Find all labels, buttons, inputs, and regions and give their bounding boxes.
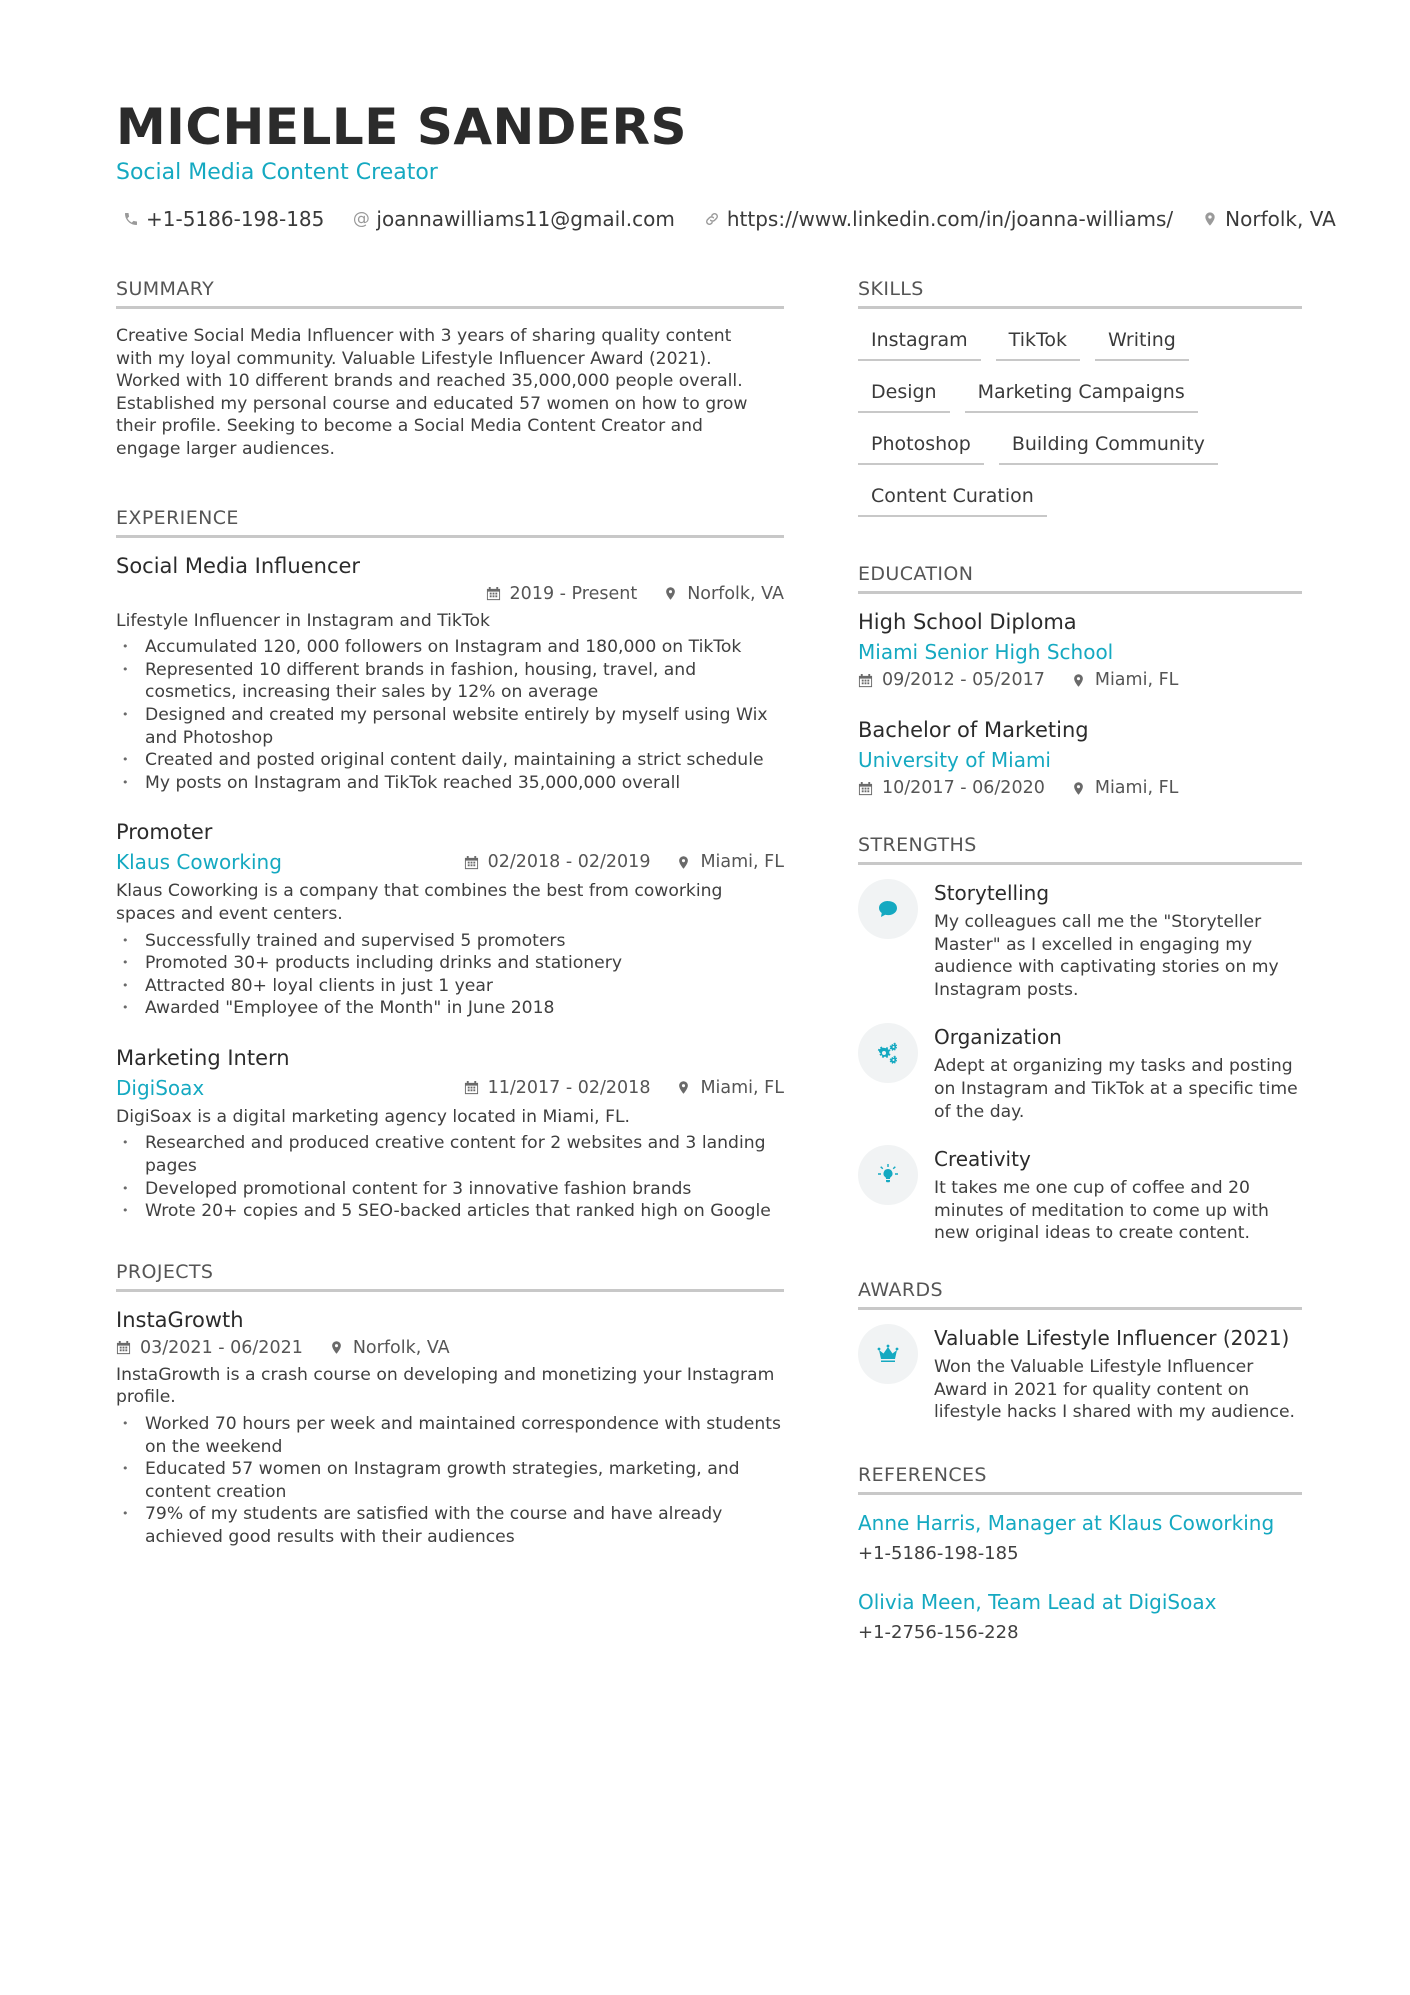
bullet-item: • Accumulated 120, 000 followers on Instagram and 180,000 on TikTok (116, 636, 784, 659)
experience-title: Marketing Intern (116, 1045, 290, 1070)
experience-dates-text: 2019 - Present (509, 583, 638, 604)
contact-linkedin-text[interactable]: https://www.linkedin.com/in/joanna-williams/ (726, 207, 1174, 231)
education-location-text: Miami, FL (1094, 670, 1179, 690)
contact-email[interactable] (352, 207, 674, 231)
map-pin-icon (676, 855, 691, 870)
right-column (858, 278, 1302, 1669)
experience-entry (116, 554, 784, 795)
education-heading: EDUCATION (858, 563, 1302, 594)
skills-section (858, 278, 1302, 533)
award-text: Won the Valuable Lifestyle Influencer Award in 2021 for quality content on lifestyle hacks I shared with my audience. (934, 1356, 1296, 1423)
references-section (858, 1464, 1302, 1643)
education-dates (858, 778, 1045, 798)
strength-item (858, 1025, 1302, 1123)
experience-dates-text: 11/2017 - 02/2018 (487, 1077, 651, 1098)
project-bullets (116, 1413, 784, 1549)
project-description: InstaGrowth is a crash course on developing and monetizing your Instagram profile. (116, 1364, 775, 1408)
strengths-heading: STRENGTHS (858, 834, 1302, 865)
link-icon (703, 210, 721, 228)
experience-location-text: Miami, FL (700, 852, 784, 873)
education-degree: High School Diploma (858, 610, 1077, 634)
education-dates (858, 670, 1045, 690)
left-column (116, 278, 784, 1571)
education-section (858, 563, 1302, 798)
bullet-item: • 79% of my students are satisfied with the course and have already achieved good results with their audiences (116, 1503, 784, 1548)
experience-location (663, 584, 784, 604)
map-pin-icon (329, 1340, 344, 1355)
phone-icon (122, 210, 140, 228)
experience-section (116, 507, 784, 1223)
project-location (329, 1338, 450, 1358)
experience-heading: EXPERIENCE (116, 507, 784, 538)
references-heading: REFERENCES (858, 1464, 1302, 1495)
project-meta-row (116, 1338, 784, 1358)
education-school: Miami Senior High School (858, 640, 1114, 664)
experience-company: Klaus Coworking (116, 850, 282, 875)
contact-phone (122, 207, 324, 231)
skill-tag: Writing (1095, 325, 1189, 361)
experience-location (676, 1078, 784, 1098)
strength-text: It takes me one cup of coffee and 20 minutes of meditation to come up with new original ideas to create content. (934, 1178, 1269, 1244)
speech-bubble-icon (858, 879, 918, 939)
experience-bullets (116, 1132, 784, 1222)
award-item (858, 1326, 1302, 1424)
reference-item (858, 1511, 1302, 1564)
education-dates-text: 09/2012 - 05/2017 (882, 670, 1045, 690)
map-pin-icon (1071, 673, 1086, 688)
strength-item (858, 1147, 1302, 1245)
gears-icon (858, 1023, 918, 1083)
experience-meta (464, 852, 784, 872)
calendar-icon (116, 1340, 131, 1355)
skill-tag: Building Community (999, 429, 1218, 465)
strength-title: Creativity (934, 1147, 1031, 1172)
bullet-item: • Worked 70 hours per week and maintained correspondence with students on the weekend (116, 1413, 784, 1458)
bullet-item: • Designed and created my personal website entirely by myself using Wix and Photoshop (116, 704, 784, 749)
project-meta (116, 1338, 450, 1358)
awards-section (858, 1279, 1302, 1424)
summary-text: Creative Social Media Influencer with 3 years of sharing quality content with my loyal community. Valuable Lifestyle Influencer Award (2021). Worked with 10 different brands and reached 35,000,000 people overall. Established my personal course and educated 57 women on how to grow their profile. Seeking to become a Social Media Content Creator and engage larger audiences. (116, 326, 748, 459)
experience-meta (464, 1078, 784, 1098)
bullet-item: • Successfully trained and supervised 5 promoters (116, 930, 784, 953)
project-title: InstaGrowth (116, 1307, 244, 1332)
skill-tag: Photoshop (858, 429, 984, 465)
strength-text: My colleagues call me the "Storyteller Master" as I excelled in engaging my audience with captivating stories on my Instagram posts. (934, 912, 1279, 1000)
candidate-name: MICHELLE SANDERS (116, 98, 688, 156)
contact-phone-text: +1-5186-198-185 (146, 207, 325, 231)
experience-bullets (116, 930, 784, 1020)
bullet-item: • Attracted 80+ loyal clients in just 1 year (116, 975, 784, 998)
skill-tag: Design (858, 377, 950, 413)
experience-title: Promoter (116, 820, 213, 845)
experience-bullets (116, 636, 784, 794)
experience-dates (464, 852, 651, 872)
bullet-item: • Researched and produced creative content for 2 websites and 3 landing pages (116, 1132, 784, 1177)
reference-phone: +1-2756-156-228 (858, 1621, 1019, 1643)
education-entry (858, 610, 1302, 690)
strength-item (858, 881, 1302, 1001)
skills-list (858, 325, 1302, 533)
contact-location-text: Norfolk, VA (1225, 207, 1336, 231)
map-pin-icon (663, 586, 678, 601)
education-school: University of Miami (858, 748, 1051, 772)
skill-tag: Instagram (858, 325, 981, 361)
education-meta (858, 670, 1302, 690)
education-location (1071, 778, 1179, 798)
education-entry (858, 718, 1302, 798)
education-location (1071, 670, 1179, 690)
map-pin-icon (676, 1080, 691, 1095)
experience-meta (486, 584, 784, 604)
experience-dates (464, 1078, 651, 1098)
calendar-icon (858, 673, 873, 688)
reference-phone: +1-5186-198-185 (858, 1542, 1019, 1564)
experience-entry (116, 1046, 784, 1223)
strength-title: Storytelling (934, 881, 1050, 905)
bullet-item: • Created and posted original content daily, maintaining a strict schedule (116, 749, 784, 772)
experience-location-text: Miami, FL (700, 1077, 784, 1098)
crown-icon (858, 1324, 918, 1384)
map-pin-icon (1071, 781, 1086, 796)
summary-section (116, 278, 784, 461)
award-title: Valuable Lifestyle Influencer (2021) (934, 1325, 1290, 1350)
contact-location (1201, 207, 1336, 231)
calendar-icon (464, 1080, 479, 1095)
calendar-icon (464, 855, 479, 870)
projects-heading: PROJECTS (116, 1261, 784, 1292)
contact-email-text[interactable]: joannawilliams11@gmail.com (376, 207, 675, 231)
experience-dates (486, 584, 638, 604)
skill-tag: Content Curation (858, 481, 1047, 517)
reference-item (858, 1590, 1302, 1643)
strength-text: Adept at organizing my tasks and posting on Instagram and TikTok at a specific time of the day. (934, 1056, 1298, 1122)
experience-location (676, 852, 784, 872)
education-location-text: Miami, FL (1094, 778, 1179, 798)
experience-dates-text: 02/2018 - 02/2019 (487, 852, 651, 873)
education-meta (858, 778, 1302, 798)
bullet-item: • Developed promotional content for 3 innovative fashion brands (116, 1178, 784, 1201)
bullet-item: • Represented 10 different brands in fashion, housing, travel, and cosmetics, increasing their sales by 12% on average (116, 659, 784, 704)
project-dates (116, 1338, 303, 1358)
strengths-section (858, 834, 1302, 1245)
bullet-item: • Awarded "Employee of the Month" in June 2018 (116, 997, 784, 1020)
skill-tag: Marketing Campaigns (965, 377, 1198, 413)
bullet-item: • Educated 57 women on Instagram growth strategies, marketing, and content creation (116, 1458, 784, 1503)
experience-meta-row (116, 1076, 784, 1100)
experience-description: Lifestyle Influencer in Instagram and TikTok (116, 610, 490, 631)
experience-description: Klaus Coworking is a company that combines the best from coworking spaces and event centers. (116, 881, 723, 924)
project-dates-text: 03/2021 - 06/2021 (140, 1337, 303, 1358)
at-icon: @ (352, 209, 370, 229)
bullet-item: • Wrote 20+ copies and 5 SEO-backed articles that ranked high on Google (116, 1200, 784, 1223)
experience-company: DigiSoax (116, 1075, 205, 1100)
skills-heading: SKILLS (858, 278, 1302, 309)
project-location-text: Norfolk, VA (352, 1337, 450, 1358)
experience-meta-row (116, 850, 784, 874)
experience-entry (116, 820, 784, 1020)
bullet-item: • Promoted 30+ products including drinks and stationery (116, 952, 784, 975)
experience-description: DigiSoax is a digital marketing agency located in Miami, FL. (116, 1106, 630, 1127)
map-pin-icon (1201, 210, 1219, 228)
experience-meta-row (116, 584, 784, 604)
education-degree: Bachelor of Marketing (858, 718, 1089, 742)
experience-location-text: Norfolk, VA (687, 583, 784, 604)
skill-tag: TikTok (996, 325, 1080, 361)
calendar-icon (858, 781, 873, 796)
awards-heading: AWARDS (858, 1279, 1302, 1310)
candidate-title: Social Media Content Creator (116, 160, 438, 185)
reference-name: Olivia Meen, Team Lead at DigiSoax (858, 1589, 1217, 1614)
strength-title: Organization (934, 1025, 1062, 1050)
contact-bar (122, 207, 1364, 231)
projects-section (116, 1261, 784, 1549)
bullet-item: • My posts on Instagram and TikTok reached 35,000,000 overall (116, 772, 784, 795)
lightbulb-icon (858, 1145, 918, 1205)
summary-heading: SUMMARY (116, 278, 784, 309)
calendar-icon (486, 586, 501, 601)
project-entry (116, 1308, 784, 1549)
education-dates-text: 10/2017 - 06/2020 (882, 778, 1045, 798)
reference-name: Anne Harris, Manager at Klaus Coworking (858, 1510, 1275, 1535)
experience-title: Social Media Influencer (116, 553, 361, 578)
contact-linkedin[interactable] (703, 207, 1173, 231)
